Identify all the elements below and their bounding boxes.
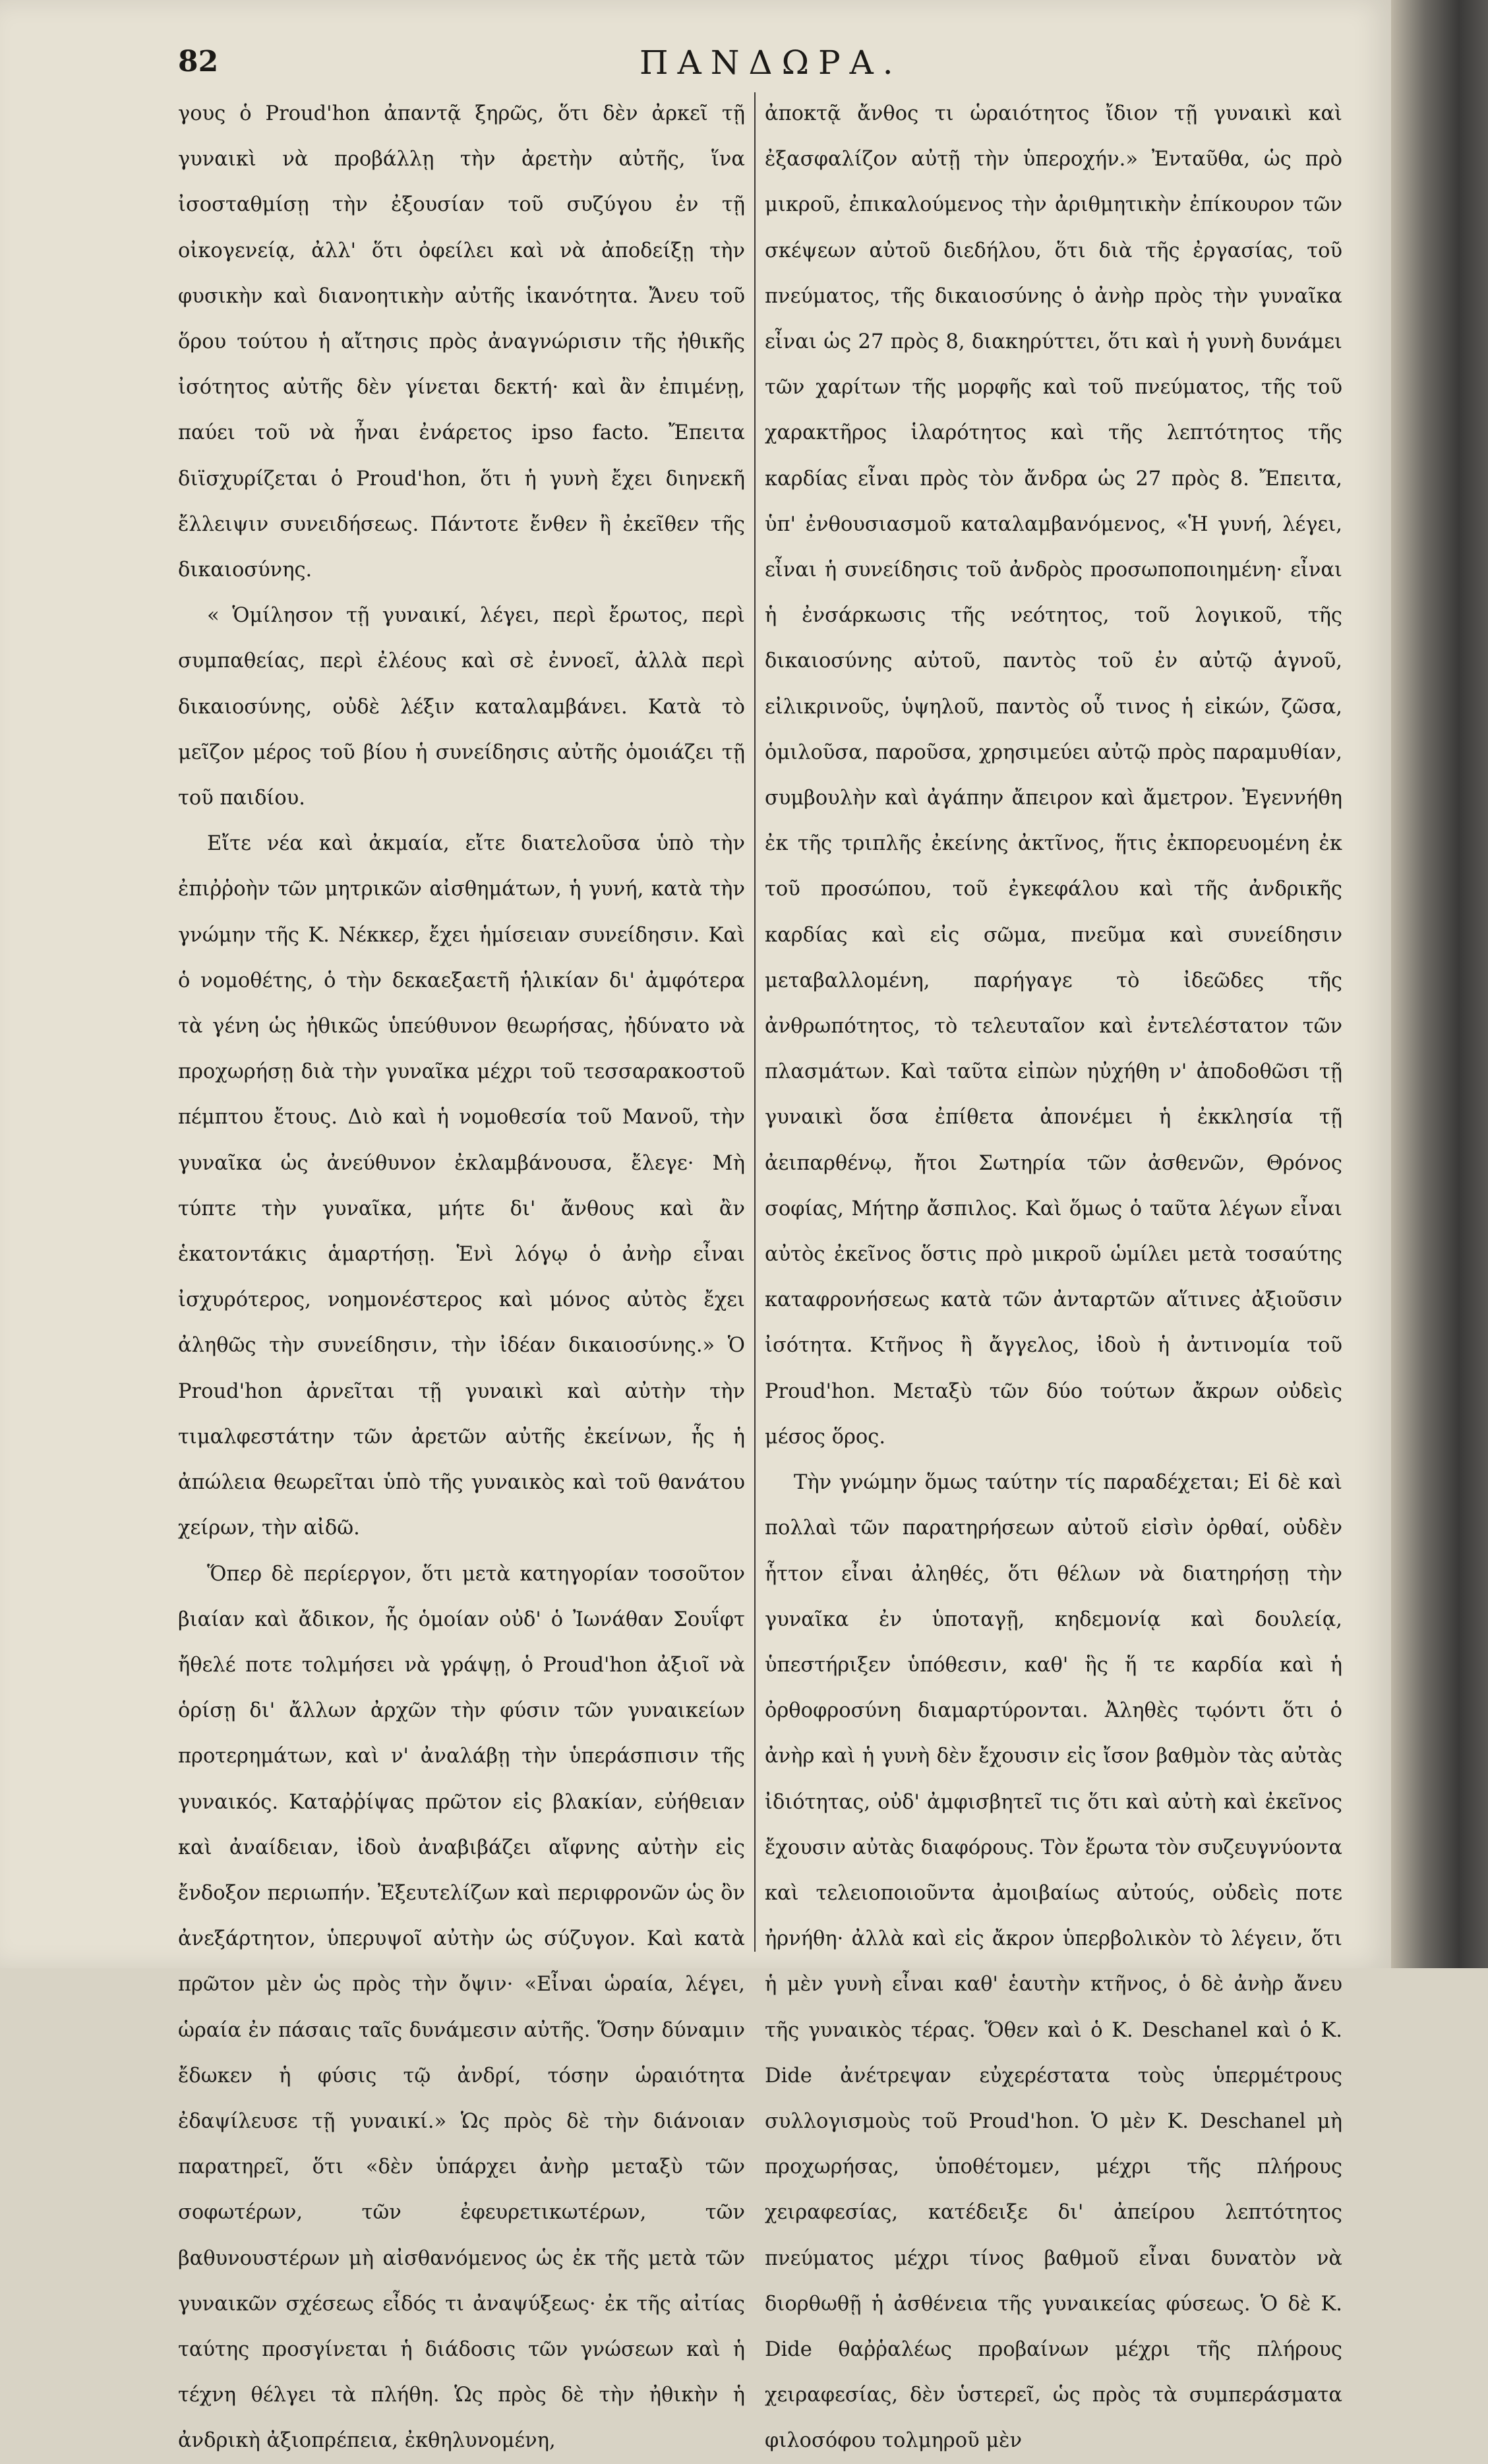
paragraph: Ὅπερ δὲ περίεργον, ὅτι μετὰ κατηγορίαν τοσοῦτον βιαίαν καὶ ἄδικον, ἧς ὁμοίαν οὐδ' ὁ Ἰωνάθαν Σουΐφτ ἤθελέ ποτε τολμήσει νὰ γράψῃ, ὁ Proud'hon ἀξιοῖ νὰ ὁρίσῃ δι' ἄλλων ἀρχῶν τὴν φύσιν τῶν γυναικείων προτερημάτων, καὶ ν' ἀναλάβῃ τὴν ὑπεράσπισιν τῆς γυναικός. Καταῤῥίψας πρῶτον εἰς βλακίαν, εὐήθειαν καὶ ἀναίδειαν, ἰδοὺ ἀναβιβάζει αἴφνης αὐτὴν εἰς ἔνδοξον περιωπήν. Ἐξευτελίζων καὶ περιφρονῶν ὡς ὂν ἀνεξάρτητον, ὑπερυψοῖ αὐτὴν ὡς σύζυγον. Καὶ κατὰ πρῶτον μὲν ὡς πρὸς τὴν ὄψιν· «Εἶναι ὡραία, λέγει, ὡραία ἐν πάσαις ταῖς δυνάμεσιν αὐτῆς. Ὅσην δύναμιν ἔδωκεν ἡ φύσις τῷ ἀνδρί, τόσην ὡραιότητα ἐδαψίλευσε τῇ γυναικί.» Ὡς πρὸς δὲ τὴν διάνοιαν παρατηρεῖ, ὅτι «δὲν ὑπάρχει ἀνὴρ μεταξὺ τῶν σοφωτέρων, τῶν ἐφευρετικωτέρων, τῶν βαθυνουστέρων μὴ αἰσθανόμενος ὡς ἐκ τῆς μετὰ τῶν γυναικῶν σχέσεως εἶδός τι ἀναψύξεως· ἐκ τῆς αἰτίας ταύτης προσγίνεται ἡ διάδοσις τῶν γνώσεων καὶ ἡ τέχνη θέλγει τὰ πλήθη. Ὡς πρὸς δὲ τὴν ἠθικὴν ἡ ἀνδρικὴ ἀξιοπρέπεια, ἐκθηλυνομένη, (178, 1562, 745, 2453)
left-column (178, 91, 745, 2464)
page-edge-shadow (1391, 0, 1488, 1968)
column-divider (754, 92, 756, 1952)
page-number: 82 (178, 45, 219, 78)
running-title: ΠΑΝΔΩΡΑ. (640, 44, 903, 82)
right-column (765, 91, 1342, 2464)
paragraph: Τὴν γνώμην ὅμως ταύτην τίς παραδέχεται; Εἰ δὲ καὶ πολλαὶ τῶν παρατηρήσεων αὐτοῦ εἰσὶν ὀρθαί, οὐδὲν ἧττον εἶναι ἀληθές, ὅτι θέλων νὰ διατηρήσῃ τὴν γυναῖκα ἐν ὑποταγῇ, κηδεμονίᾳ καὶ δουλείᾳ, ὑπεστήριξεν ὑπόθεσιν, καθ' ἣς ἥ τε καρδία καὶ ἡ ὀρθοφροσύνη διαμαρτύρονται. Ἀληθὲς τῳόντι ὅτι ὁ ἀνὴρ καὶ ἡ γυνὴ δὲν ἔχουσιν εἰς ἴσον βαθμὸν τὰς αὐτὰς ἰδιότητας, οὐδ' ἀμφισβητεῖ τις ὅτι καὶ αὐτὴ καὶ ἐκεῖνος ἔχουσιν αὐτὰς διαφόρους. Τὸν ἔρωτα τὸν συζευγνύοντα καὶ τελειοποιοῦντα ἀμοιβαίως αὐτούς, οὐδεὶς ποτε ἠρνήθη· ἀλλὰ καὶ εἰς ἄκρον ὑπερβολικὸν τὸ λέγειν, ὅτι ἡ μὲν γυνὴ εἶναι καθ' ἑαυτὴν κτῆνος, ὁ δὲ ἀνὴρ ἄνευ τῆς γυναικὸς τέρας. Ὅθεν καὶ ὁ Κ. Deschanel καὶ ὁ Κ. Dide ἀνέτρεψαν εὐχερέστατα τοὺς ὑπερμέτρους συλλογισμοὺς τοῦ Proud'hon. Ὁ μὲν Κ. Deschanel μὴ προχωρήσας, ὑποθέτομεν, μέχρι τῆς πλήρους χειραφεσίας, κατέδειξε δι' ἀπείρου λεπτότητος πνεύματος μέχρι τίνος βαθμοῦ εἶναι δυνατὸν νὰ διορθωθῇ ἡ ἀσθένεια τῆς γυναικείας φύσεως. Ὁ δὲ Κ. Dide θαῤῥαλέως προβαίνων μέχρι τῆς πλήρους χειραφεσίας, δὲν ὑστερεῖ, ὡς πρὸς τὰ συμπεράσματα φιλοσόφου τολμηροῦ μὲν (765, 1471, 1342, 2453)
paragraph: « Ὁμίλησον τῇ γυναικί, λέγει, περὶ ἔρωτος, περὶ συμπαθείας, περὶ ἐλέους καὶ σὲ ἐννοεῖ, ἀλλὰ περὶ δικαιοσύνης, οὐδὲ λέξιν καταλαμβάνει. Κατὰ τὸ μεῖζον μέρος τοῦ βίου ἡ συνείδησις αὐτῆς ὁμοιάζει τῇ τοῦ παιδίου. (178, 604, 745, 810)
paragraph: Εἴτε νέα καὶ ἀκμαία, εἴτε διατελοῦσα ὑπὸ τὴν ἐπιῤῥοὴν τῶν μητρικῶν αἰσθημάτων, ἡ γυνή, κατὰ τὴν γνώμην τῆς Κ. Νέκκερ, ἔχει ἡμίσειαν συνείδησιν. Καὶ ὁ νομοθέτης, ὁ τὴν δεκαεξαετῆ ἡλικίαν δι' ἀμφότερα τὰ γένη ὡς ἠθικῶς ὑπεύθυνον θεωρήσας, ἠδύνατο νὰ προχωρήσῃ διὰ τὴν γυναῖκα μέχρι τοῦ τεσσαρακοστοῦ πέμπτου ἔτους. Διὸ καὶ ἡ νομοθεσία τοῦ Μανοῦ, τὴν γυναῖκα ὡς ἀνεύθυνον ἐκλαμβάνουσα, ἔλεγε· Μὴ τύπτε τὴν γυναῖκα, μήτε δι' ἄνθους καὶ ἂν ἑκατοντάκις ἁμαρτήσῃ. Ἑνὶ λόγῳ ὁ ἀνὴρ εἶναι ἰσχυρότερος, νοημονέστερος καὶ μόνος αὐτὸς ἔχει ἀληθῶς τὴν συνείδησιν, τὴν ἰδέαν δικαιοσύνης.» Ὁ Proud'hon ἀρνεῖται τῇ γυναικὶ καὶ αὐτὴν τὴν τιμαλφεστάτην τῶν ἀρετῶν αὐτῆς ἐκείνων, ἧς ἡ ἀπώλεια θεωρεῖται ὑπὸ τῆς γυναικὸς καὶ τοῦ θανάτου χείρων, τὴν αἰδῶ. (178, 832, 745, 1540)
paragraph: ἀποκτᾷ ἄνθος τι ὡραιότητος ἴδιον τῇ γυναικὶ καὶ ἐξασφαλίζον αὐτῇ τὴν ὑπεροχήν.» Ἐνταῦθα, ὡς πρὸ μικροῦ, ἐπικαλούμενος τὴν ἀριθμητικὴν ἐπίκουρον τῶν σκέψεων αὐτοῦ διεδήλου, ὅτι διὰ τῆς ἐργασίας, τοῦ πνεύματος, τῆς δικαιοσύνης ὁ ἀνὴρ πρὸς τὴν γυναῖκα εἶναι ὡς 27 πρὸς 8, διακηρύττει, ὅτι καὶ ἡ γυνὴ δυνάμει τῶν χαρίτων τῆς μορφῆς καὶ τοῦ πνεύματος, τῆς τοῦ χαρακτῆρος ἱλαρότητος καὶ τῆς λεπτότητος τῆς καρδίας εἶναι πρὸς τὸν ἄνδρα ὡς 27 πρὸς 8. Ἔπειτα, ὑπ' ἐνθουσιασμοῦ καταλαμβανόμενος, «Ἡ γυνή, λέγει, εἶναι ἡ συνείδησις τοῦ ἀνδρὸς προσωποποιημένη· εἶναι ἡ ἐνσάρκωσις τῆς νεότητος, τοῦ λογικοῦ, τῆς δικαιοσύνης αὐτοῦ, παντὸς τοῦ ἐν αὐτῷ ἁγνοῦ, εἰλικρινοῦς, ὑψηλοῦ, παντὸς οὗ τινος ἡ εἰκών, ζῶσα, ὁμιλοῦσα, παροῦσα, χρησιμεύει αὐτῷ πρὸς παραμυθίαν, συμβουλὴν καὶ ἀγάπην ἄπειρον καὶ ἄμετρον. Ἐγεννήθη ἐκ τῆς τριπλῆς ἐκείνης ἀκτῖνος, ἥτις ἐκπορευομένη ἐκ τοῦ προσώπου, τοῦ ἐγκεφάλου καὶ τῆς ἀνδρικῆς καρδίας καὶ εἰς σῶμα, πνεῦμα καὶ συνείδησιν μεταβαλλομένη, παρήγαγε τὸ ἰδεῶδες τῆς ἀνθρωπότητος, τὸ τελευταῖον καὶ ἐντελέστατον τῶν πλασμάτων. Καὶ ταῦτα εἰπὼν ηὐχήθη ν' ἀποδοθῶσι τῇ γυναικὶ ὅσα ἐπίθετα ἀπονέμει ἡ ἐκκλησία τῇ ἀειπαρθένῳ, ἤτοι Σωτηρία τῶν ἀσθενῶν, Θρόνος σοφίας, Μήτηρ ἄσπιλος. Καὶ ὅμως ὁ ταῦτα λέγων εἶναι αὐτὸς ἐκεῖνος ὅστις πρὸ μικροῦ ὡμίλει μετὰ τοσαύτης καταφρονήσεως κατὰ τῶν ἀνταρτῶν αἵτινες ἀξιοῦσιν ἰσότητα. Κτῆνος ἢ ἄγγελος, ἰδοὺ ἡ ἀντινομία τοῦ Proud'hon. Μεταξὺ τῶν δύο τούτων ἄκρων οὐδεὶς μέσος ὅρος. (765, 102, 1342, 1449)
paragraph: γους ὁ Proud'hon ἀπαντᾷ ξηρῶς, ὅτι δὲν ἀρκεῖ τῇ γυναικὶ νὰ προβάλλῃ τὴν ἀρετὴν αὐτῆς, ἵνα ἰσοσταθμίσῃ τὴν ἐξουσίαν τοῦ συζύγου ἐν τῇ οἰκογενείᾳ, ἀλλ' ὅτι ὀφείλει καὶ νὰ ἀποδείξῃ τὴν φυσικὴν καὶ διανοητικὴν αὐτῆς ἱκανότητα. Ἄνευ τοῦ ὅρου τούτου ἡ αἴτησις πρὸς ἀναγνώρισιν τῆς ἠθικῆς ἰσότητος αὐτῆς δὲν γίνεται δεκτή· καὶ ἂν ἐπιμένῃ, παύει τοῦ νὰ ἦναι ἐνάρετος ipso facto. Ἔπειτα διϊσχυρίζεται ὁ Proud'hon, ὅτι ἡ γυνὴ ἔχει διηνεκῆ ἔλλειψιν συνειδήσεως. Πάντοτε ἔνθεν ἢ ἐκεῖθεν τῆς δικαιοσύνης. (178, 102, 745, 582)
